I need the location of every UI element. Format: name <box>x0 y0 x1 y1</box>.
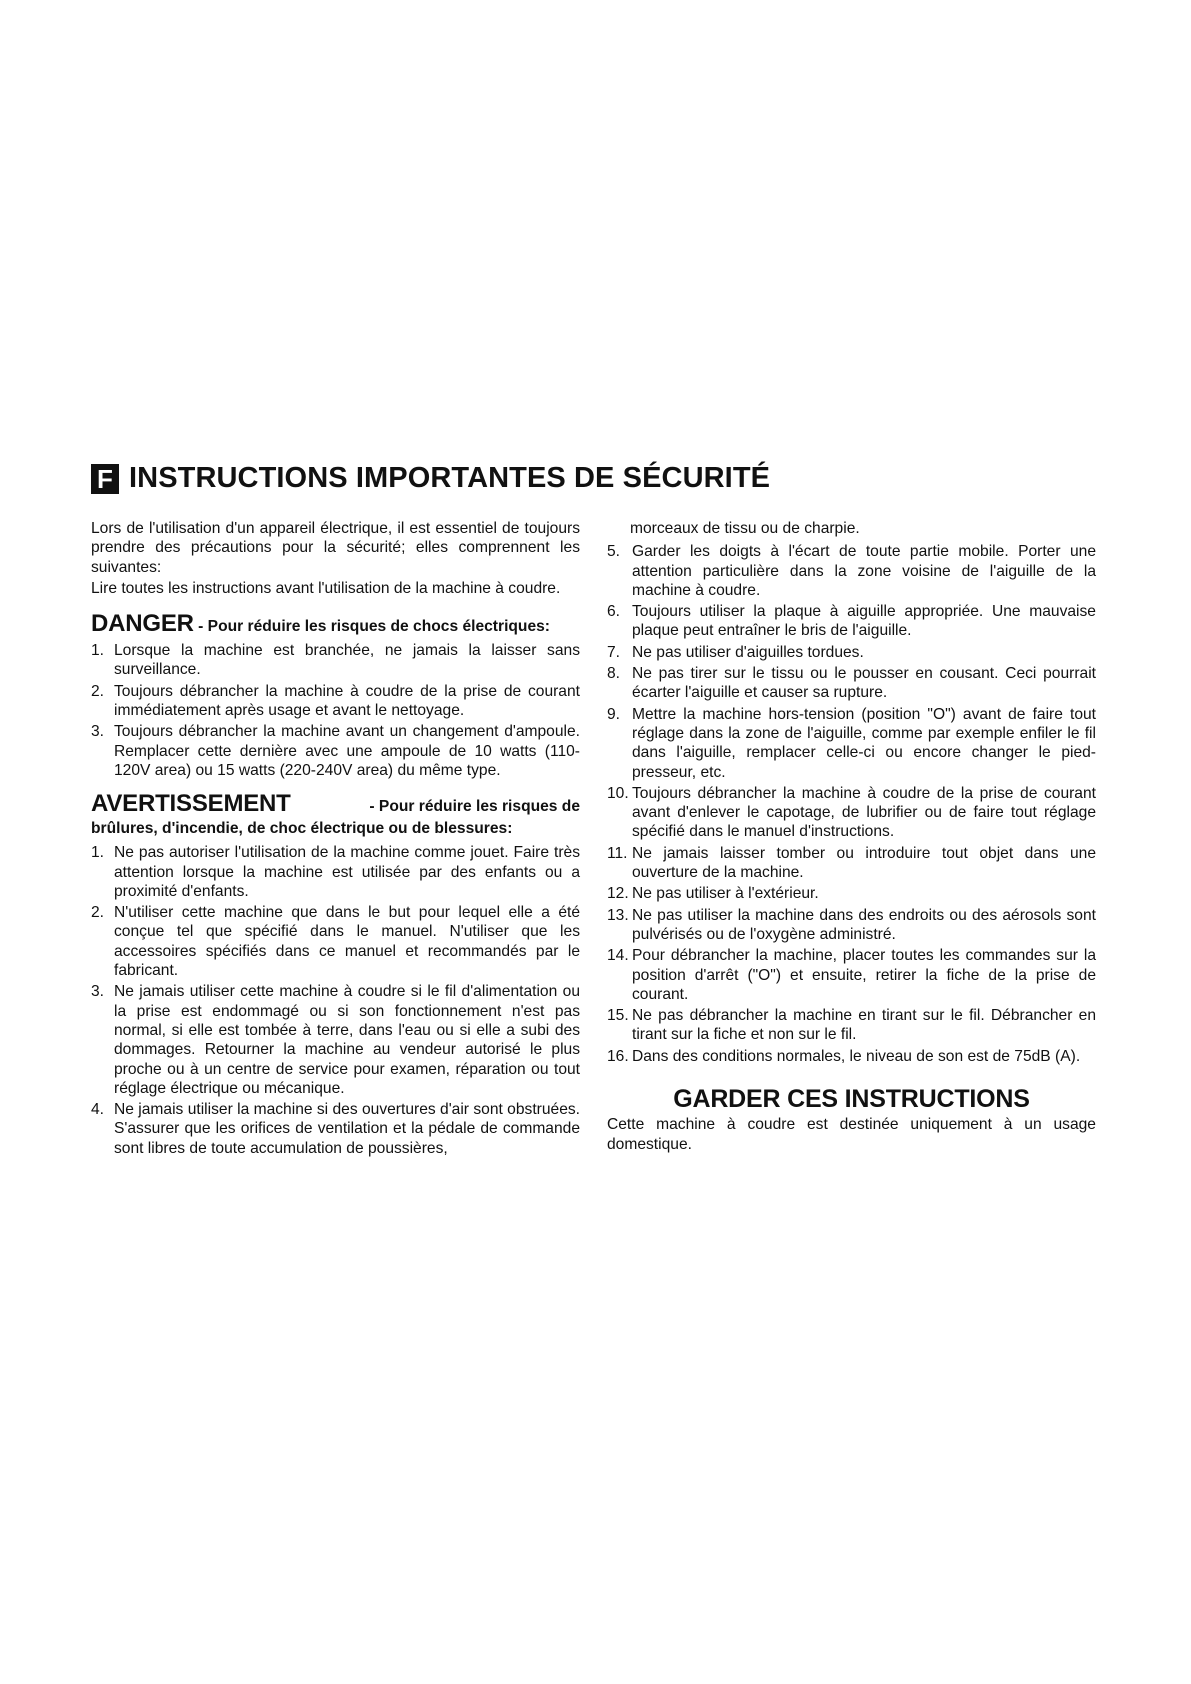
left-column <box>91 519 580 1160</box>
danger-keyword: DANGER <box>91 610 194 638</box>
danger-list <box>91 641 580 780</box>
list-item: 10. Toujours débrancher la machine à coudre de la prise de courant avant d'enlever le capotage, de lubrifier ou de faire tout réglage spécifié dans le manuel d'instructions. <box>607 784 1096 841</box>
list-item: 16. Dans des conditions normales, le niveau de son est de 75dB (A). <box>607 1047 1081 1065</box>
right-column <box>607 519 1096 1154</box>
danger-subtitle: - Pour réduire les risques de chocs électriques: <box>193 618 550 636</box>
danger-heading <box>91 610 580 638</box>
list-item: 4. Ne jamais utiliser la machine si des ouvertures d'air sont obstruées. S'assurer que les orifices de ventilation et la pédale de commande sont libres de toute accumulation de poussières, <box>91 1101 580 1157</box>
list-item: 1. Ne pas autoriser l'utilisation de la machine comme jouet. Faire très attention lorsque la machine est utilisée par des enfants ou a proximité d'enfants. <box>91 844 580 900</box>
avertissement-subtitle-b: brûlures, d'incendie, de choc électrique ou de blessures: <box>91 820 513 838</box>
avertissement-keyword: AVERTISSEMENT <box>91 790 291 818</box>
keep-instructions-heading: GARDER CES INSTRUCTIONS <box>673 1085 1030 1114</box>
list-item: 12. Ne pas utiliser à l'extérieur. <box>607 885 819 903</box>
list-item: 14. Pour débrancher la machine, placer toutes les commandes sur la position d'arrêt ("O") et ensuite, retirer la fiche de la prise de courant. <box>607 947 1096 1003</box>
list-item: 7. Ne pas utiliser d'aiguilles tordues. <box>607 643 864 661</box>
list-item: 6. Toujours utiliser la plaque à aiguille appropriée. Une mauvaise plaque peut entraîner le bris de l'aiguille. <box>607 603 1096 640</box>
domestic-use-note: Cette machine à coudre est destinée uniquement à un usage domestique. <box>607 1116 1096 1153</box>
list-item: 8. Ne pas tirer sur le tissu ou le pousser en cousant. Ceci pourrait écarter l'aiguille et causer sa rupture. <box>607 665 1096 702</box>
page-title: INSTRUCTIONS IMPORTANTES DE SÉCURITÉ <box>129 462 771 494</box>
list-item: 13. Ne pas utiliser la machine dans des endroits ou des aérosols sont pulvérisés ou de l'oxygène administré. <box>607 906 1096 943</box>
avertissement-list-right <box>607 542 1096 1066</box>
list-item: 3. Ne jamais utiliser cette machine à coudre si le fil d'alimentation ou la prise est endommagé ou si son fonctionnement n'est pas normal, si elle est tombée à terre, dans l'eau ou si elle a subi des dommages. Retourner la machine au vendeur autorisé le plus proche ou à un centre de service pour examen, réparation ou tout réglage électrique ou mécanique. <box>91 983 580 1097</box>
list-item: 2. N'utiliser cette machine que dans le but pour lequel elle a été conçue tel que spécifié dans le manuel. N'utiliser que les accessoires spécifiés dans ce manuel et recommandés par le fabricant. <box>91 904 580 980</box>
intro-read-all: Lire toutes les instructions avant l'utilisation de la machine à coudre. <box>91 579 561 597</box>
list-item: 1. Lorsque la machine est branchée, ne jamais la laisser sans surveillance. <box>91 642 580 679</box>
page-header <box>91 462 770 495</box>
item-4-continuation: morceaux de tissu ou de charpie. <box>630 520 860 537</box>
language-badge: F <box>91 464 119 494</box>
avertissement-heading <box>91 790 580 839</box>
intro-paragraph: Lors de l'utilisation d'un appareil électrique, il est essentiel de toujours prendre des précautions pour la sécurité; elles comprennent les suivantes: <box>91 520 580 576</box>
avertissement-list-left <box>91 843 580 1158</box>
list-item: 11. Ne jamais laisser tomber ou introduire tout objet dans une ouverture de la machine. <box>607 844 1096 882</box>
list-item: 15. Ne pas débrancher la machine en tirant sur le fil. Débrancher en tirant sur la fiche et non sur le fil. <box>607 1007 1096 1044</box>
list-item: 5. Garder les doigts à l'écart de toute partie mobile. Porter une attention particulière dans la zone voisine de l'aiguille de la machine à coudre. <box>607 543 1096 599</box>
list-item: 3. Toujours débrancher la machine avant un changement d'ampoule. Remplacer cette dernière avec une ampoule de 10 watts (110-120V area) ou 15 watts (220-240V area) du même type. <box>91 723 580 779</box>
list-item: 9. Mettre la machine hors-tension (position "O") avant de faire tout réglage dans la zone de l'aiguille, comme par exemple enfiler le fil dans l'aiguille, remplacer celle-ci ou encore changer le pied-presseur, etc. <box>607 705 1096 781</box>
list-item: 2. Toujours débrancher la machine à coudre de la prise de courant immédiatement après usage et avant le nettoyage. <box>91 682 580 720</box>
avertissement-subtitle-a: - Pour réduire les risques de <box>369 798 580 816</box>
